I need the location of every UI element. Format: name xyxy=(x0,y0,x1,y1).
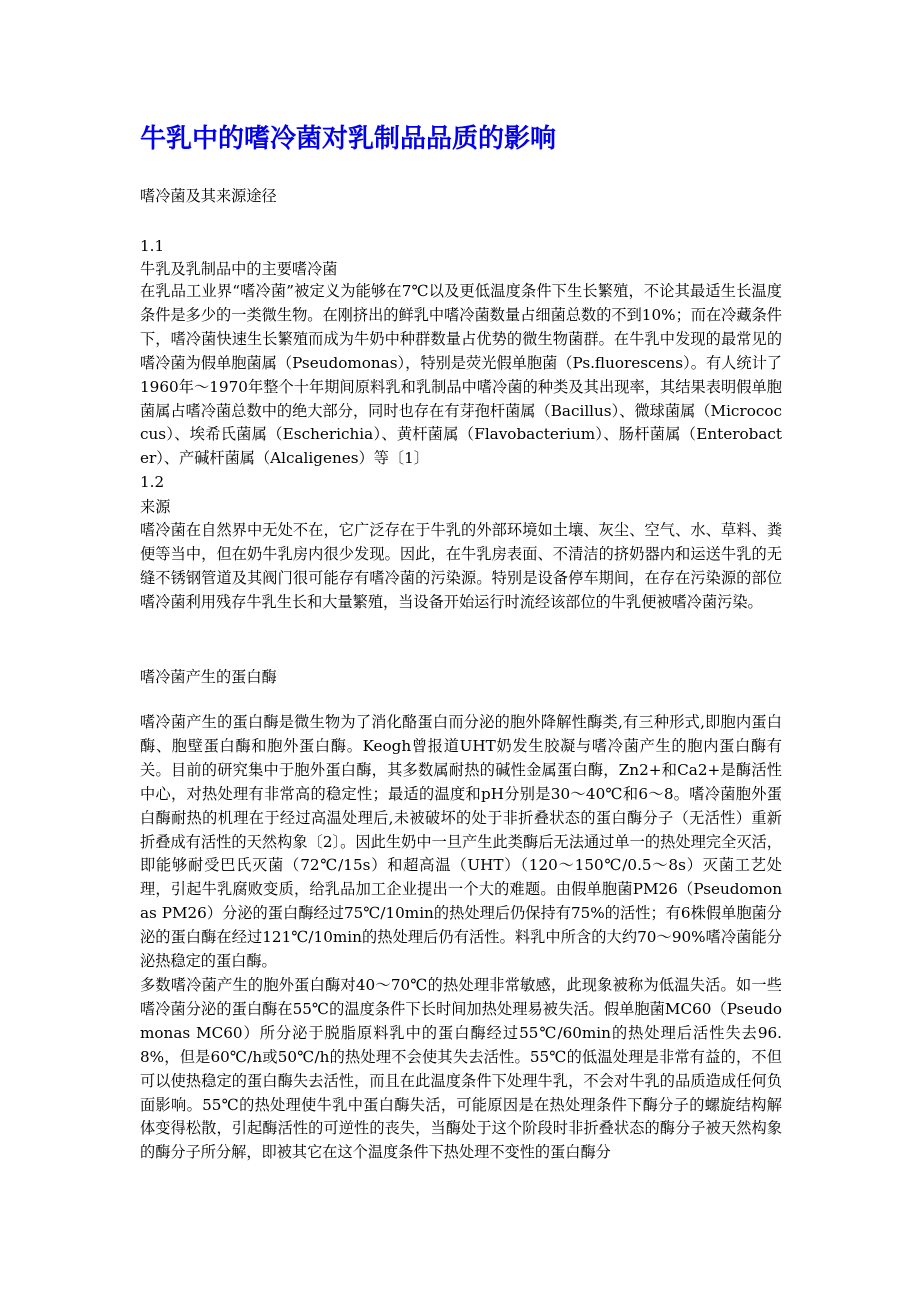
paragraph-main-bacteria: 在乳品工业界“嗜冷菌”被定义为能够在7℃以及更低温度条件下生长繁殖，不论其最适生长温度条件是多少的一类微生物。在刚挤出的鲜乳中嗜冷菌数量占细菌总数的不到10%；而在冷藏条件下，嗜冷菌快速生长繁殖而成为牛奶中种群数量占优势的微生物菌群。在牛乳中发现的最常见的嗜冷菌为假单胞菌属（Pseudomonas），特别是荧光假单胞菌（Ps.fluorescens）。有人统计了1960年～1970年整个十年期间原料乳和乳制品中嗜冷菌的种类及其出现率，其结果表明假单胞菌属占嗜冷菌总数中的绝大部分，同时也存在有芽孢杆菌属（Bacillus）、微球菌属（Micrococcus）、埃希氏菌属（Escherichia）、黄杆菌属（Flavobacterium）、肠杆菌属（Enterobacter）、产碱杆菌属（Alcaligenes）等〔1〕 xyxy=(140,282,782,468)
paragraph-source: 嗜冷菌在自然界中无处不在，它广泛存在于牛乳的外部环境如土壤、灰尘、空气、水、草料、粪便等当中，但在奶牛乳房内很少发现。因此，在牛乳房表面、不清洁的挤奶器内和运送牛乳的无缝不锈钢管道及其阀门很可能存有嗜冷菌的污染源。特别是设备停车期间，在存在污染源的部位嗜冷菌利用残存牛乳生长和大量繁殖，当设备开始运行时流经该部位的牛乳便被嗜冷菌污染。 xyxy=(140,521,782,611)
subsection-number-1-1: 1.1 xyxy=(140,237,165,255)
section-heading-protease: 嗜冷菌产生的蛋白酶 xyxy=(140,668,277,686)
paragraph-protease-forms: 嗜冷菌产生的蛋白酶是微生物为了消化酪蛋白而分泌的胞外降解性酶类,有三种形式,即胞内蛋白酶、胞壁蛋白酶和胞外蛋白酶。Keogh曾报道UHT奶发生胶凝与嗜冷菌产生的胞内蛋白酶有关。目前的研究集中于胞外蛋白酶，其多数属耐热的碱性金属蛋白酶，Zn2+和Ca2+是酶活性中心，对热处理有非常高的稳定性；最适的温度和pH分别是30～40℃和6～8。嗜冷菌胞外蛋白酶耐热的机理在于经过高温处理后,未被破坏的处于非折叠状态的蛋白酶分子（无活性）重新折叠成有活性的天然构象〔2〕。因此生奶中一旦产生此类酶后无法通过单一的热处理完全灭活，即能够耐受巴氏灭菌（72℃/15s）和超高温（UHT）（120～150℃/0.5～8s）灭菌工艺处理，引起牛乳腐败变质，给乳品加工企业提出一个大的难题。由假单胞菌PM26（Pseudomonas PM26）分泌的蛋白酶经过75℃/10min的热处理后仍保持有75%的活性；有6株假单胞菌分泌的蛋白酶在经过121℃/10min的热处理后仍有活性。料乳中所含的大约70～90%嗜冷菌能分泌热稳定的蛋白酶。 xyxy=(140,713,782,971)
subsection-title-source: 来源 xyxy=(140,498,171,516)
section-heading-sources: 嗜冷菌及其来源途径 xyxy=(140,187,277,205)
subsection-number-1-2: 1.2 xyxy=(140,473,165,491)
subsection-title-main-bacteria: 牛乳及乳制品中的主要嗜冷菌 xyxy=(140,260,338,278)
document-title: 牛乳中的嗜冷菌对乳制品品质的影响 xyxy=(140,124,557,154)
paragraph-low-temp-inactivation: 多数嗜冷菌产生的胞外蛋白酶对40～70℃的热处理非常敏感，此现象被称为低温失活。如一些嗜冷菌分泌的蛋白酶在55℃的温度条件下长时间加热处理易被失活。假单胞菌MC60（Pseudomonas MC60）所分泌于脱脂原料乳中的蛋白酶经过55℃/60min的热处理后活性失去96.8%，但是60℃/h或50℃/h的热处理不会使其失去活性。55℃的低温处理是非常有益的，不但可以使热稳定的蛋白酶失去活性，而且在此温度条件下处理牛乳，不会对牛乳的品质造成任何负面影响。55℃的热处理使牛乳中蛋白酶失活，可能原因是在热处理条件下酶分子的螺旋结构解体变得松散，引起酶活性的可逆性的丧失，当酶处于这个阶段时非折叠状态的酶分子被天然构象的酶分子所分解，即被其它在这个温度条件下热处理不变性的蛋白酶分 xyxy=(140,976,782,1162)
